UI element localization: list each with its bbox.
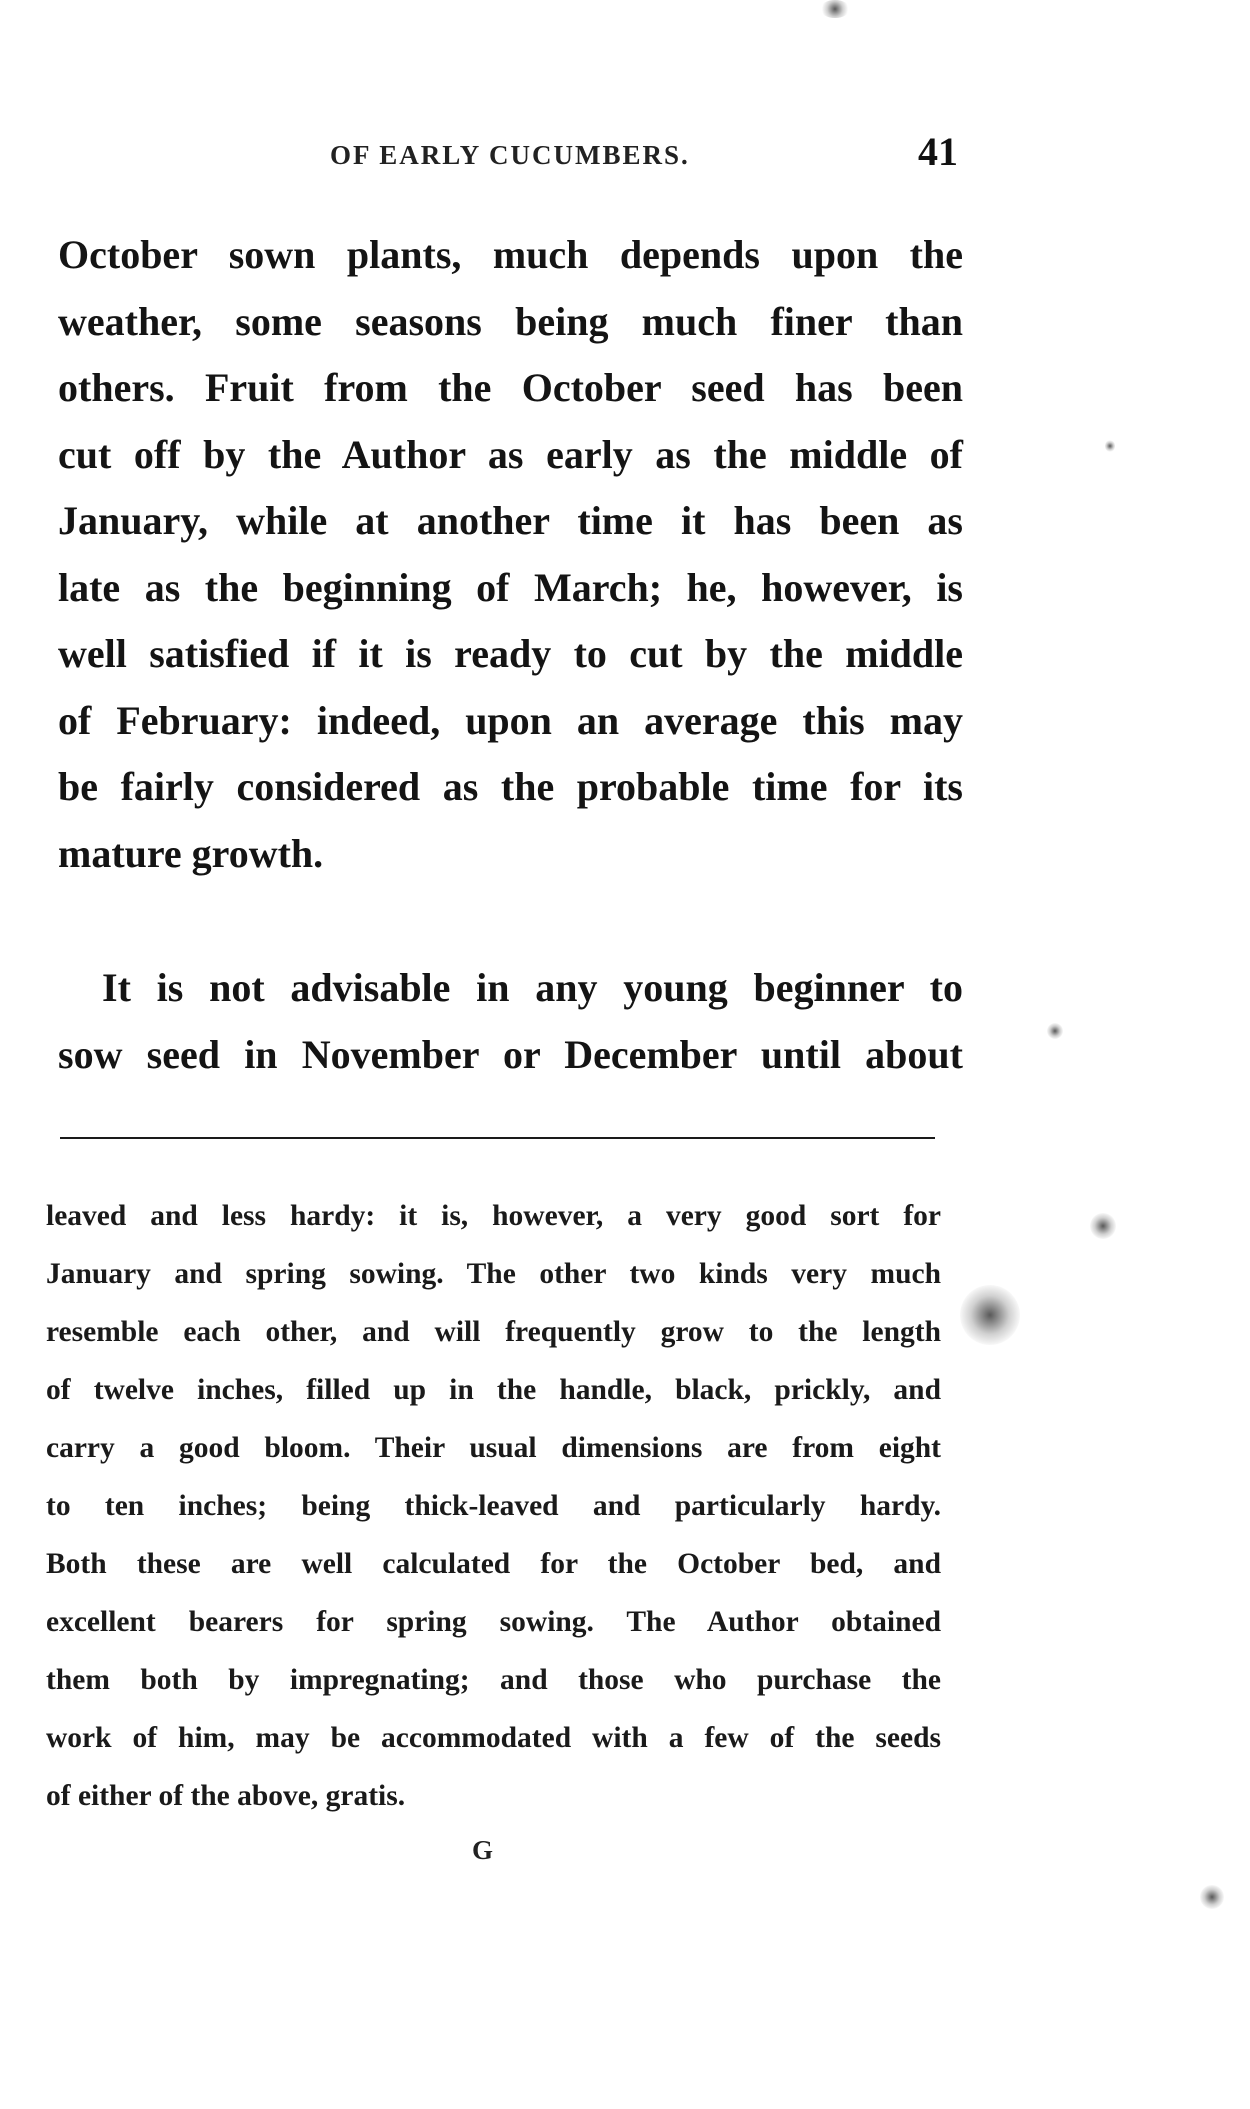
text-line: cut off by the Author as early as the middle of [58,431,963,477]
text-line: January, while at another time it has been as [58,498,963,543]
text-line: It is not advisable in any young beginner to [102,965,963,1010]
scan-speck [1090,1213,1116,1239]
paragraph-1 [58,222,963,887]
footnote [46,1187,941,1825]
footnote-line: of twelve inches, filled up in the handle, black, prickly, and [46,1374,941,1406]
footnote-line: to ten inches; being thick-leaved and particularly hardy. [46,1490,941,1522]
footnote-line: Both these are well calculated for the October bed, and [46,1548,941,1580]
running-title: OF EARLY CUCUMBERS. [330,140,690,170]
text-line: of February: indeed, upon an average this may [58,697,963,743]
scan-speck [1047,1023,1063,1039]
signature-mark: G [472,1835,494,1865]
footnote-line: excellent bearers for spring sowing. The Author obtained [46,1606,941,1638]
footnote-line: of either of the above, gratis. [46,1780,406,1812]
scan-speck [820,0,850,18]
text-line: well satisfied if it is ready to cut by the middle [58,631,963,676]
footnote-line: January and spring sowing. The other two kinds very much [46,1258,941,1290]
paragraph-2 [58,955,963,1088]
page-number: 41 [918,129,958,174]
text-line: October sown plants, much depends upon the [58,232,963,277]
scan-speck [960,1285,1020,1345]
scan-speck [1105,440,1115,452]
footnote-line: leaved and less hardy: it is, however, a very good sort for [46,1200,941,1232]
scan-speck [1200,1885,1224,1909]
footnote-line: them both by impregnating; and those who purchase the [46,1664,941,1696]
text-line: be fairly considered as the probable time for its [58,764,963,809]
text-line: late as the beginning of March; he, however, is [58,564,963,610]
footnote-line: resemble each other, and will frequently grow to the length [46,1316,941,1348]
footnote-divider [60,1137,935,1139]
text-line: others. Fruit from the October seed has been [58,365,963,410]
footnote-line: work of him, may be accommodated with a few of the seeds [46,1722,941,1754]
text-line: sow seed in November or December until about [58,1031,963,1077]
text-line: mature growth. [58,830,324,876]
footnote-line: carry a good bloom. Their usual dimensions are from eight [46,1432,941,1464]
text-line: weather, some seasons being much finer than [58,298,963,344]
